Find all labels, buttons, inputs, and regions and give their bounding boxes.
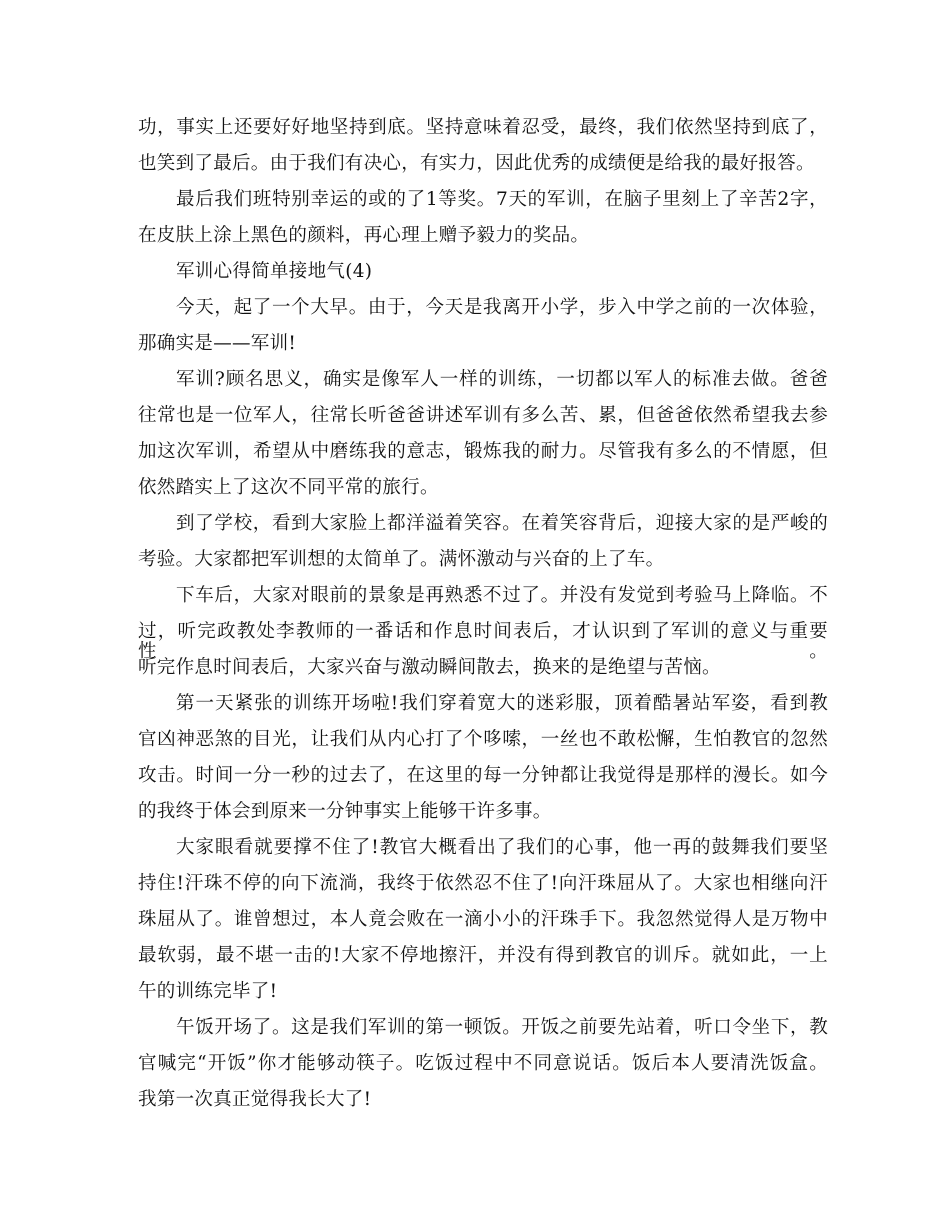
text-line: 听完作息时间表后，大家兴奋与激动瞬间散去，换来的是绝望与苦恼。 bbox=[138, 657, 721, 678]
section-heading: 军训心得简单接地气(4) bbox=[176, 261, 373, 282]
text-line: 功，事实上还要好好地坚持到底。坚持意味着忍受，最终，我们依然坚持到底了， bbox=[138, 117, 828, 138]
text-line: 到了学校，看到大家脸上都洋溢着笑容。在着笑容背后，迎接大家的是严峻的 bbox=[176, 513, 828, 534]
text-line: 的我终于体会到原来一分钟事实上能够干许多事。 bbox=[138, 801, 552, 822]
text-line: 过，听完政教处李教师的一番话和作息时间表后，才认识到了军训的意义与重要性。 bbox=[138, 621, 828, 662]
text-line: 官喊完“开饭”你才能够动筷子。吃饭过程中不同意说话。饭后本人要清洗饭盒。 bbox=[138, 1053, 828, 1074]
text-line: 攻击。时间一分一秒的过去了，在这里的每一分钟都让我觉得是那样的漫长。如今 bbox=[138, 765, 828, 786]
text-line: 往常也是一位军人，往常长听爸爸讲述军训有多么苦、累，但爸爸依然希望我去参 bbox=[138, 405, 828, 426]
text-line: 午饭开场了。这是我们军训的第一顿饭。开饭之前要先站着，听口令坐下，教 bbox=[176, 1017, 828, 1038]
text-line: 考验。大家都把军训想的太简单了。满怀激动与兴奋的上了车。 bbox=[138, 549, 665, 570]
text-line: 也笑到了最后。由于我们有决心，有实力，因此优秀的成绩便是给我的最好报答。 bbox=[138, 153, 815, 174]
text-line: 第一天紧张的训练开场啦!我们穿着宽大的迷彩服，顶着酷暑站军姿，看到教 bbox=[176, 693, 828, 714]
text-line: 官凶神恶煞的目光，让我们从内心打了个哆嗦，一丝也不敢松懈，生怕教官的忽然 bbox=[138, 729, 828, 750]
text-line: 在皮肤上涂上黑色的颜料，再心理上赠予毅力的奖品。 bbox=[138, 225, 590, 246]
text-line: 持住!汗珠不停的向下流淌，我终于依然忍不住了!向汗珠屈从了。大家也相继向汗 bbox=[138, 873, 828, 894]
text-line: 今天，起了一个大早。由于，今天是我离开小学，步入中学之前的一次体验， bbox=[176, 297, 828, 318]
text-line: 大家眼看就要撑不住了!教官大概看出了我们的心事，他一再的鼓舞我们要坚 bbox=[176, 837, 828, 858]
text-line: 珠屈从了。谁曾想过，本人竟会败在一滴小小的汗珠手下。我忽然觉得人是万物中 bbox=[138, 909, 828, 930]
text-line: 依然踏实上了这次不同平常的旅行。 bbox=[138, 477, 439, 498]
text-line: 加这次军训，希望从中磨练我的意志，锻炼我的耐力。尽管我有多么的不情愿，但 bbox=[138, 441, 828, 462]
text-line: 军训?顾名思义，确实是像军人一样的训练，一切都以军人的标准去做。爸爸 bbox=[176, 369, 828, 390]
text-line: 最后我们班特别幸运的或的了1等奖。7天的军训，在脑子里刻上了辛苦2字， bbox=[176, 189, 828, 210]
text-line: 午的训练完毕了! bbox=[138, 981, 278, 1002]
document-body bbox=[138, 118, 828, 1126]
text-line: 那确实是——军训! bbox=[138, 333, 297, 354]
text-line: 下车后，大家对眼前的景象是再熟悉不过了。并没有发觉到考验马上降临。不 bbox=[176, 585, 828, 606]
text-line: 最软弱，最不堪一击的!大家不停地擦汗，并没有得到教官的训斥。就如此，一上 bbox=[138, 945, 828, 966]
text-line: 我第一次真正觉得我长大了! bbox=[138, 1089, 372, 1110]
